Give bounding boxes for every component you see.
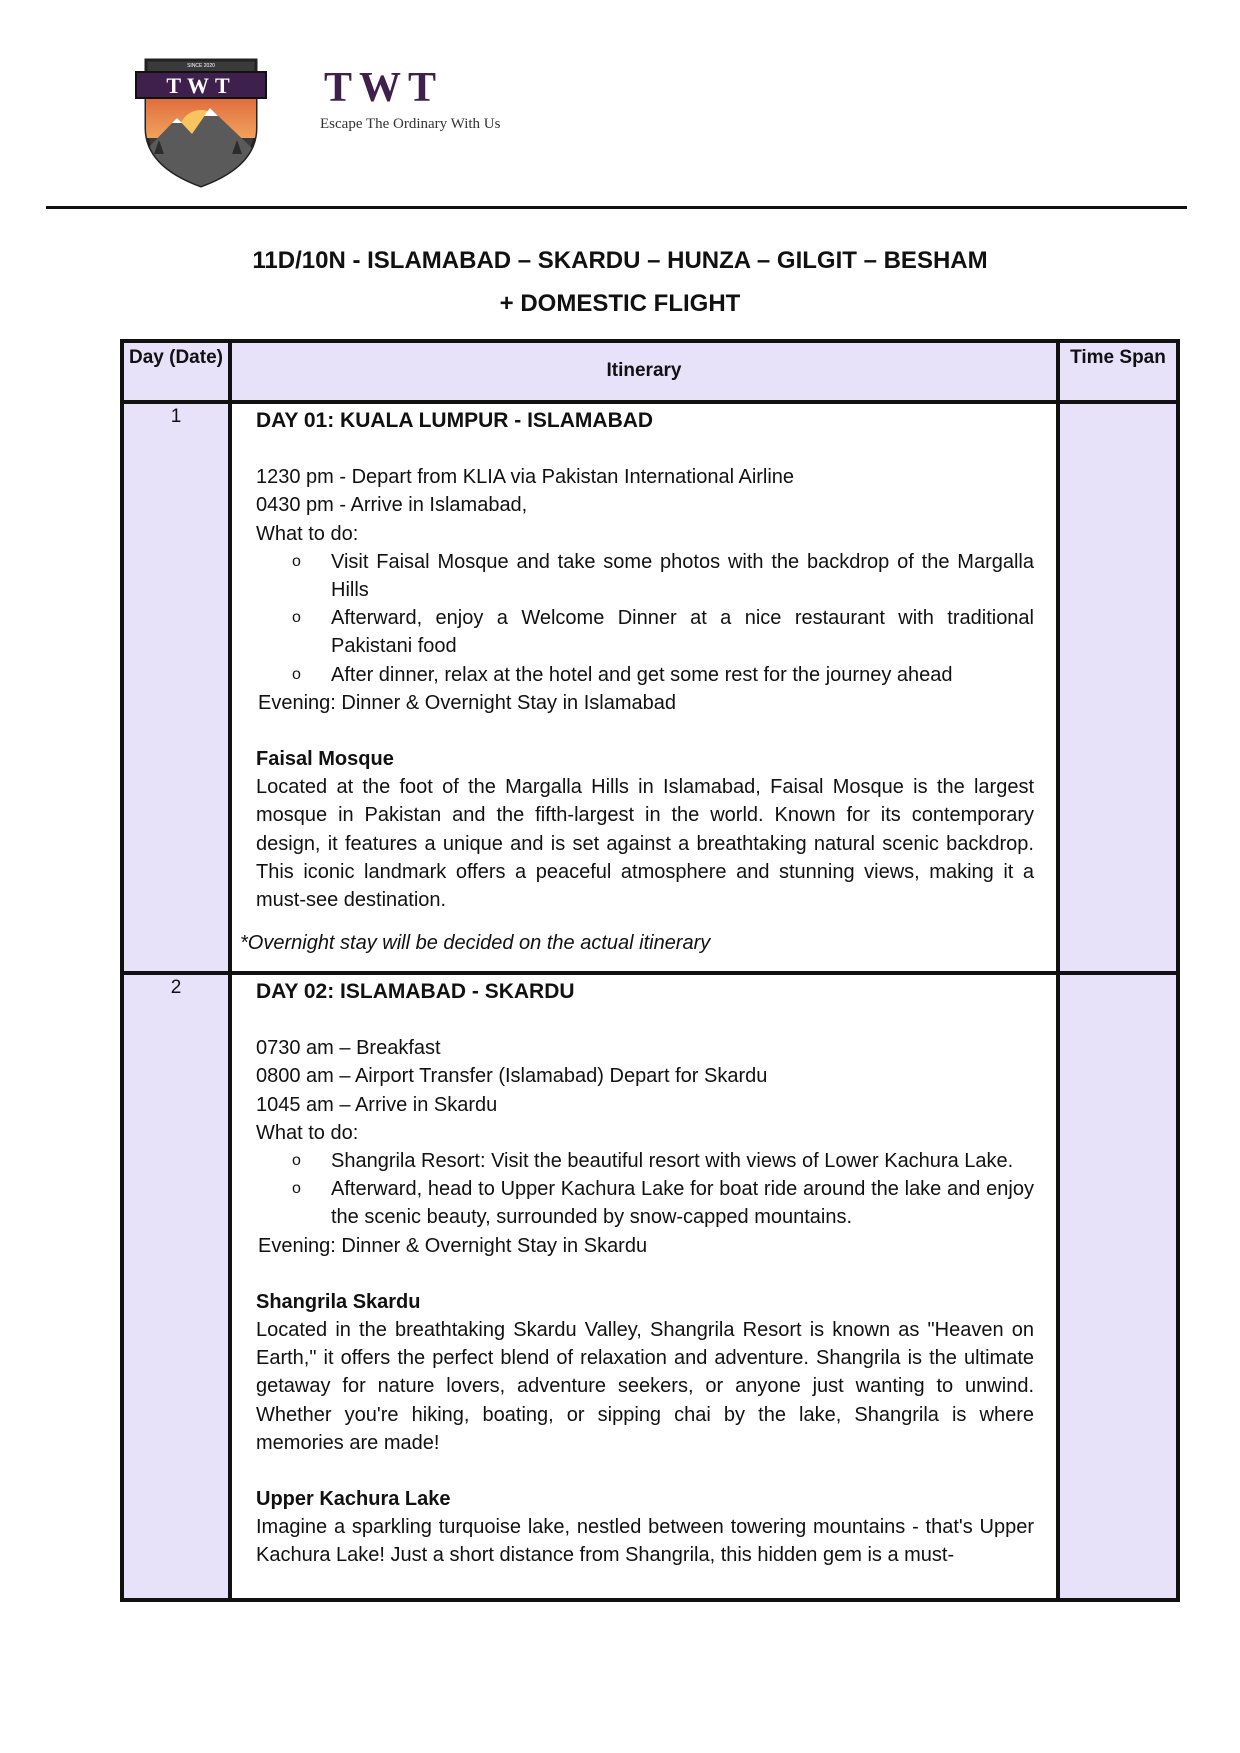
bullet-icon: o: [292, 665, 301, 683]
itinerary-line: 0800 am – Airport Transfer (Islamabad) Depart for Skardu: [256, 1065, 768, 1088]
activity-list: [256, 1147, 1034, 1232]
section-title: Upper Kachura Lake: [256, 1488, 451, 1511]
itinerary-line: 0730 am – Breakfast: [256, 1037, 441, 1060]
activity-item: o Visit Faisal Mosque and take some photos with the backdrop of the Margalla Hills: [256, 548, 1034, 604]
evening-stay: Evening: Dinner & Overnight Stay in Skardu: [258, 1234, 648, 1257]
day-number: 2: [170, 977, 182, 998]
itinerary-line: What to do:: [256, 1121, 359, 1144]
table-row-divider: [124, 971, 1176, 975]
activity-item: o After dinner, relax at the hotel and get some rest for the journey ahead: [256, 661, 1034, 689]
header-day: Day (Date): [129, 347, 223, 368]
itinerary-table: [120, 339, 1180, 1602]
bullet-icon: o: [292, 1152, 301, 1170]
itinerary-line: What to do:: [256, 522, 359, 545]
day-number: 1: [170, 406, 182, 427]
document-title-line-2: + DOMESTIC FLIGHT: [499, 290, 741, 317]
activity-item: o Shangrila Resort: Visit the beautiful resort with views of Lower Kachura Lake.: [256, 1147, 1034, 1175]
section-text: Imagine a sparkling turquoise lake, nestled between towering mountains - that's Upper Kachura Lake! Just a short distance from Shangrila, this hidden gem is a must-: [256, 1516, 1034, 1567]
section-title: Faisal Mosque: [256, 748, 394, 771]
brand-title: TWT: [324, 65, 444, 111]
itinerary-line: 0430 pm - Arrive in Islamabad,: [256, 494, 528, 517]
bullet-icon: o: [292, 1180, 301, 1198]
section-text: Located in the breathtaking Skardu Valley, Shangrila Resort is known as "Heaven on Earth," it offers the perfect blend of relaxation and adventure. Shangrila is the ultimate getaway for nature lovers, adventure seekers, or anyone just wanting to unwind. Whether you're hiking, boating, or sipping chai by the lake, Shangrila is where memories are made!: [256, 1319, 1034, 1454]
day-heading: DAY 01: KUALA LUMPUR - ISLAMABAD: [256, 409, 654, 432]
bullet-icon: o: [292, 552, 301, 570]
document-title-line-1: 11D/10N - ISLAMABAD – SKARDU – HUNZA – GILGIT – BESHAM: [252, 247, 988, 274]
activity-item: o Afterward, enjoy a Welcome Dinner at a nice restaurant with traditional Pakistani food: [256, 604, 1034, 660]
logo-since: SINCE 2020: [187, 63, 215, 69]
header-divider: [46, 206, 1187, 209]
day-2-itinerary: [256, 978, 1034, 1570]
activity-list: [256, 548, 1034, 689]
header-itinerary: Itinerary: [606, 360, 682, 381]
brand-tagline: Escape The Ordinary With Us: [320, 116, 501, 132]
day-heading: DAY 02: ISLAMABAD - SKARDU: [256, 980, 575, 1003]
evening-stay: Evening: Dinner & Overnight Stay in Islamabad: [258, 691, 676, 714]
itinerary-line: 1230 pm - Depart from KLIA via Pakistan International Airline: [256, 466, 795, 489]
itinerary-line: 1045 am – Arrive in Skardu: [256, 1093, 498, 1116]
overnight-note: *Overnight stay will be decided on the actual itinerary: [240, 932, 711, 954]
header-time-span: Time Span: [1070, 347, 1166, 368]
section-text: Located at the foot of the Margalla Hills in Islamabad, Faisal Mosque is the largest mosque in Pakistan and the fifth-largest in the world. Known for its contemporary design, it features a unique and is set against a breathtaking natural scenic backdrop. This iconic landmark offers a peaceful atmosphere and stunning views, making it a must-see destination.: [256, 776, 1034, 912]
bullet-icon: o: [292, 609, 301, 627]
activity-item: o Afterward, head to Upper Kachura Lake for boat ride around the lake and enjoy the scenic beauty, surrounded by snow-capped mountains.: [256, 1175, 1034, 1231]
table-header-divider: [124, 400, 1176, 404]
day-1-itinerary: [256, 407, 1034, 914]
brand-logo-badge: [132, 50, 270, 190]
section-title: Shangrila Skardu: [256, 1290, 421, 1313]
logo-text: TWT: [166, 73, 236, 98]
